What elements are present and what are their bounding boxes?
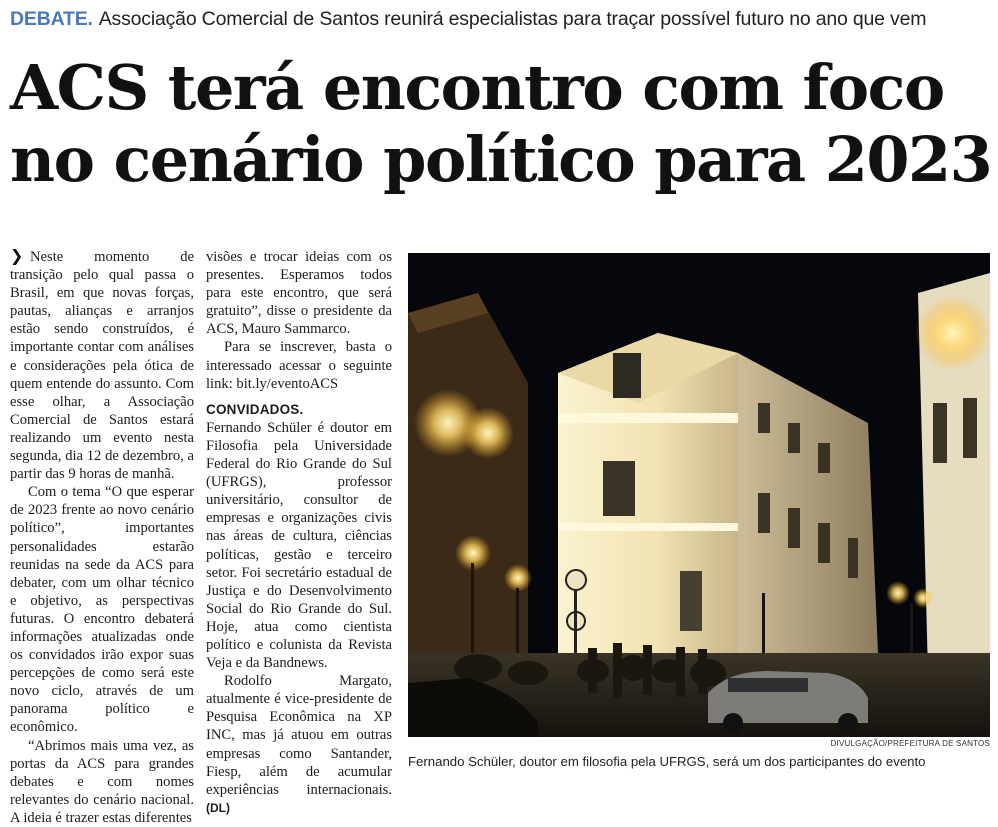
- subhead-convidados: CONVIDADOS.: [206, 401, 304, 417]
- paragraph-3-end: visões e trocar ideias com os presentes. Esperamos todos para este encontro, que será gratuito”, disse o presidente da ACS, Mauro Sammarco.: [206, 249, 392, 338]
- chevron-right-icon: ❯: [10, 246, 24, 265]
- paragraph-2: Com o tema “O que esperar de 2023 frente ao novo cenário político”, importantes personalidades estarão reunidas na sede da ACS para debater, com um olhar técnico e objetivo, as perspectivas futuras. O encontro debaterá informações atualizadas onde os convidados irão expor suas percepções de como será este novo ciclo, através de um panorama político e econômico.: [10, 484, 194, 736]
- event-photo: [408, 253, 990, 737]
- photo-credit: DIVULGAÇÃO/PREFEITURA DE SANTOS: [830, 739, 990, 748]
- paragraph-3-start: “Abrimos mais uma vez, as portas da ACS para grandes debates e com nomes relevantes do cenário nacional. A ideia é trazer estas diferentes: [10, 737, 194, 826]
- building-illustration: [408, 253, 990, 737]
- kicker: [10, 8, 990, 31]
- paragraph-1-text: Neste momento de transição pelo qual passa o Brasil, em que novas forças, pautas, alianças e arranjos estão sendo construídos, é importante contar com análises e considerações pela ótica de quem entende do assunto. Com esse olhar, a Associação Comercial de Santos estará realizando um evento nesta segunda, dia 12 de dezembro, a partir das 9 horas de manhã.: [10, 249, 194, 483]
- section-tag: DEBATE.: [10, 8, 93, 30]
- headline: [10, 52, 990, 196]
- kicker-deck: Associação Comercial de Santos reunirá especialistas para traçar possível futuro no ano que vem: [98, 8, 927, 30]
- article-column-1: [10, 248, 194, 827]
- paragraph-1: [10, 248, 194, 483]
- headline-line-1: ACS terá encontro com foco: [10, 51, 944, 124]
- author-signature: (DL): [206, 800, 230, 815]
- article-column-2: [206, 248, 392, 817]
- headline-line-2: no cenário político para 2023: [10, 123, 992, 196]
- paragraph-6: [206, 672, 392, 817]
- paragraph-5: Fernando Schüler é doutor em Filosofia pela Universidade Federal do Rio Grande do Sul (UFRGS), professor universitário, consultor de empresas e organizações civis nas áreas de cultura, ciências políticas, gestão e terceiro setor. Foi secretário estadual de Justiça e do Desenvolvimento Social do Rio Grande do Sul. Hoje, atua como cientista político e colunista da Revista Veja e da Bandnews.: [206, 419, 392, 672]
- paragraph-4: Para se inscrever, basta o interessado acessar o seguinte link: bit.ly/eventoACS: [206, 339, 392, 392]
- photo-caption: Fernando Schüler, doutor em filosofia pela UFRGS, será um dos participantes do evento: [408, 754, 926, 769]
- paragraph-6-text: Rodolfo Margato, atualmente é vice-presidente de Pesquisa Econômica na XP INC, mas já atuou em outras empresas como Santander, Fiesp, além de acumular experiências internacionais.: [206, 673, 392, 798]
